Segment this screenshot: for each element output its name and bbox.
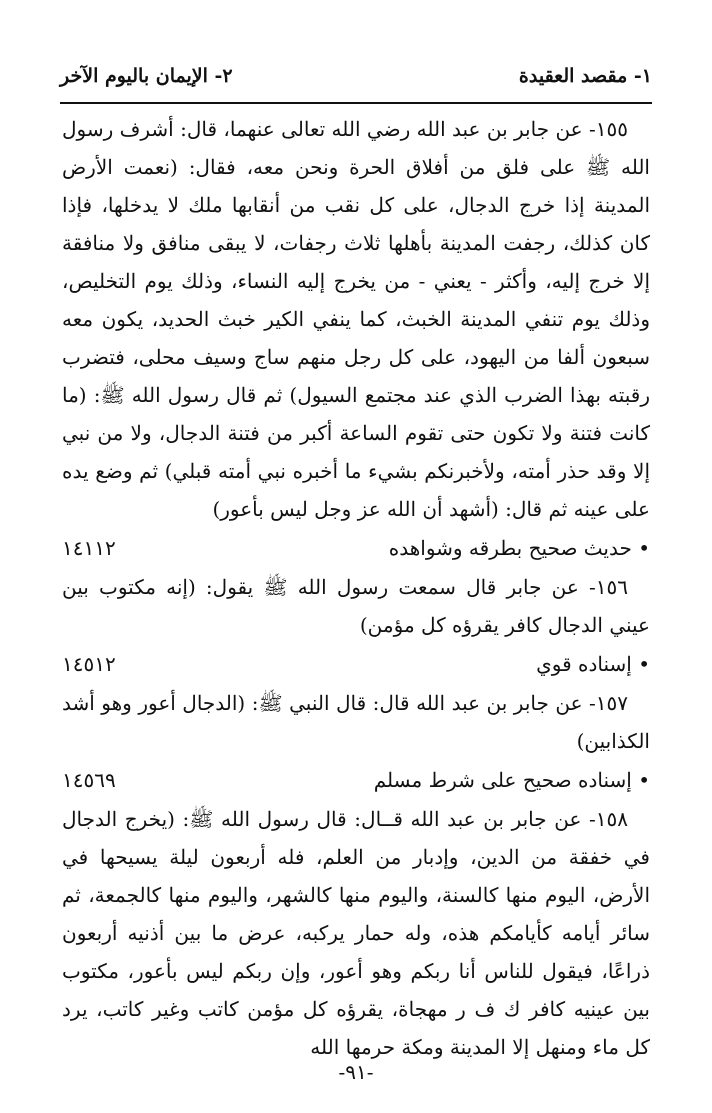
running-header xyxy=(60,56,652,96)
hadith-155-text: ١٥٥- عن جابر بن عبد الله رضي الله تعالى عنهما، قال: أشرف رسول الله ﷺ على فلق من أفلاق الحرة ونحن معه، فقال: (نعمت الأرض المدينة إذا خرج الدجال، على كل نقب من أنقابها ملك لا يدخلها، فإذا كان كذلك، رجفت المدينة بأهلها ثلاث رجفات، لا يبقى منافق ولا منافقة إلا خرج إليه، وأكثر - يعني - من يخرج إليه النساء، وذلك يوم التخليص، وذلك يوم تنفي المدينة الخبث، كما ينفي الكير خبث الحديد، يكون معه سبعون ألفا من اليهود، على كل رجل منهم ساج وسيف محلى، فتضرب رقبته بهذا الضرب الذي عند مجتمع السيول) ثم قال رسول الله ﷺ: (ما كانت فتنة ولا تكون حتى تقوم الساعة أكبر من فتنة الدجال، ولا من نبي إلا وقد حذر أمته، ولأخبرنكم بشيء ما أخبره نبي أمته قبلي) ثم وضع يده على عينه ثم قال: (أشهد أن الله عز وجل ليس بأعور) xyxy=(62,117,650,521)
hadith-158-text: ١٥٨- عن جابر بن عبد الله قــال: قال رسول الله ﷺ: (يخرج الدجال في خفقة من الدين، وإدبار من العلم، فله أربعون ليلة يسيحها في الأرض، اليوم منها كالسنة، واليوم منها كالشهر، واليوم منها كالجمعة، ثم سائر أيامه كأيامكم هذه، وله حمار يركبه، عرض ما بين أذنيه أربعون ذراعًا، فيقول للناس أنا ربكم وهو أعور، وإن ربكم ليس بأعور، مكتوب بين عينيه كافر ك ف ر مهجاة، يقرؤه كل مؤمن كاتب وغير كاتب، يرد كل ماء ومنهل إلا المدينة ومكة حرمها الله xyxy=(62,807,650,1059)
hadith-157-grading xyxy=(62,760,650,800)
grading-text: • إسناده صحيح على شرط مسلم xyxy=(373,768,650,792)
header-left-title: ٢- الإيمان باليوم الآخر xyxy=(60,65,233,87)
grading-text: • حديث صحيح بطرقه وشواهده xyxy=(388,536,650,560)
hadith-reference-number: ١٤٥١٢ xyxy=(62,652,116,676)
hadith-155-grading xyxy=(62,528,650,568)
hadith-reference-number: ١٤١١٢ xyxy=(62,536,116,560)
page-body xyxy=(62,110,650,1066)
header-divider xyxy=(60,102,652,104)
hadith-reference-number: ١٤٥٦٩ xyxy=(62,768,116,792)
hadith-156-text: ١٥٦- عن جابر قال سمعت رسول الله ﷺ يقول: (إنه مكتوب بين عيني الدجال كافر يقرؤه كل مؤمن) xyxy=(62,575,650,637)
page-number: -٩١- xyxy=(338,1060,374,1084)
grading-text: • إسناده قوي xyxy=(536,652,650,676)
hadith-156-grading xyxy=(62,644,650,684)
header-right-title: ١- مقصد العقيدة xyxy=(518,65,652,87)
hadith-157-text: ١٥٧- عن جابر بن عبد الله قال: قال النبي ﷺ: (الدجال أعور وهو أشد الكذابين) xyxy=(62,691,650,753)
